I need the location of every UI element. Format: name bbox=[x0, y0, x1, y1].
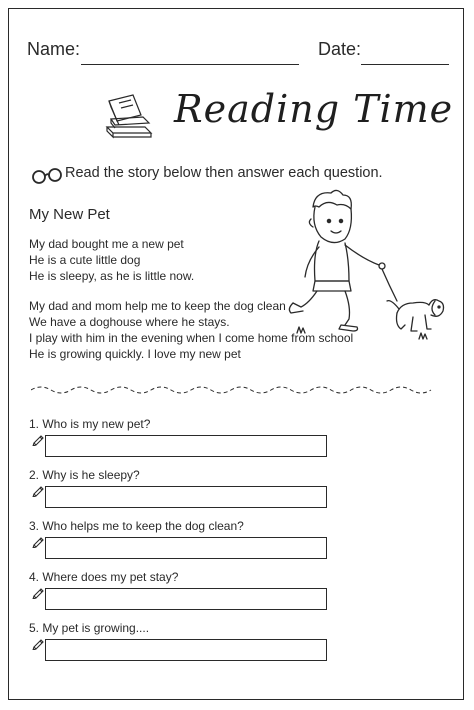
instruction-text: Read the story below then answer each question. bbox=[65, 165, 383, 181]
question-4: 4. Where does my pet stay? bbox=[29, 570, 179, 584]
worksheet-page bbox=[8, 8, 464, 700]
answer-box-2[interactable] bbox=[45, 486, 327, 508]
answer-box-1[interactable] bbox=[45, 435, 327, 457]
wavy-divider bbox=[31, 383, 439, 397]
pencil-icon bbox=[31, 636, 45, 650]
pencil-icon bbox=[31, 483, 45, 497]
name-field-line[interactable] bbox=[81, 64, 299, 65]
pencil-icon bbox=[31, 432, 45, 446]
date-field-line[interactable] bbox=[361, 64, 449, 65]
boy-walking-dog-illustration bbox=[279, 185, 455, 355]
answer-box-4[interactable] bbox=[45, 588, 327, 610]
page-title: Reading Time bbox=[174, 87, 454, 131]
story-line: He is sleepy, as he is little now. bbox=[29, 269, 195, 283]
date-label: Date: bbox=[318, 39, 362, 59]
pencil-icon bbox=[31, 534, 45, 548]
story-line: My dad bought me a new pet bbox=[29, 237, 184, 251]
story-line: My dad and mom help me to keep the dog clean bbox=[29, 299, 286, 313]
pencil-icon bbox=[31, 585, 45, 599]
question-1: 1. Who is my new pet? bbox=[29, 417, 151, 431]
question-5: 5. My pet is growing.... bbox=[29, 621, 150, 635]
story-line: We have a doghouse where he stays. bbox=[29, 315, 230, 329]
story-line: I play with him in the evening when I come home from school bbox=[29, 331, 354, 345]
answer-box-3[interactable] bbox=[45, 537, 327, 559]
story-line: He is a cute little dog bbox=[29, 253, 141, 267]
story-line: He is growing quickly. I love my new pet bbox=[29, 347, 241, 361]
story-title: My New Pet bbox=[29, 206, 110, 223]
answer-box-5[interactable] bbox=[45, 639, 327, 661]
question-3: 3. Who helps me to keep the dog clean? bbox=[29, 519, 244, 533]
books-icon bbox=[99, 87, 159, 143]
name-label: Name: bbox=[27, 39, 81, 59]
question-2: 2. Why is he sleepy? bbox=[29, 468, 140, 482]
glasses-icon bbox=[31, 167, 65, 185]
